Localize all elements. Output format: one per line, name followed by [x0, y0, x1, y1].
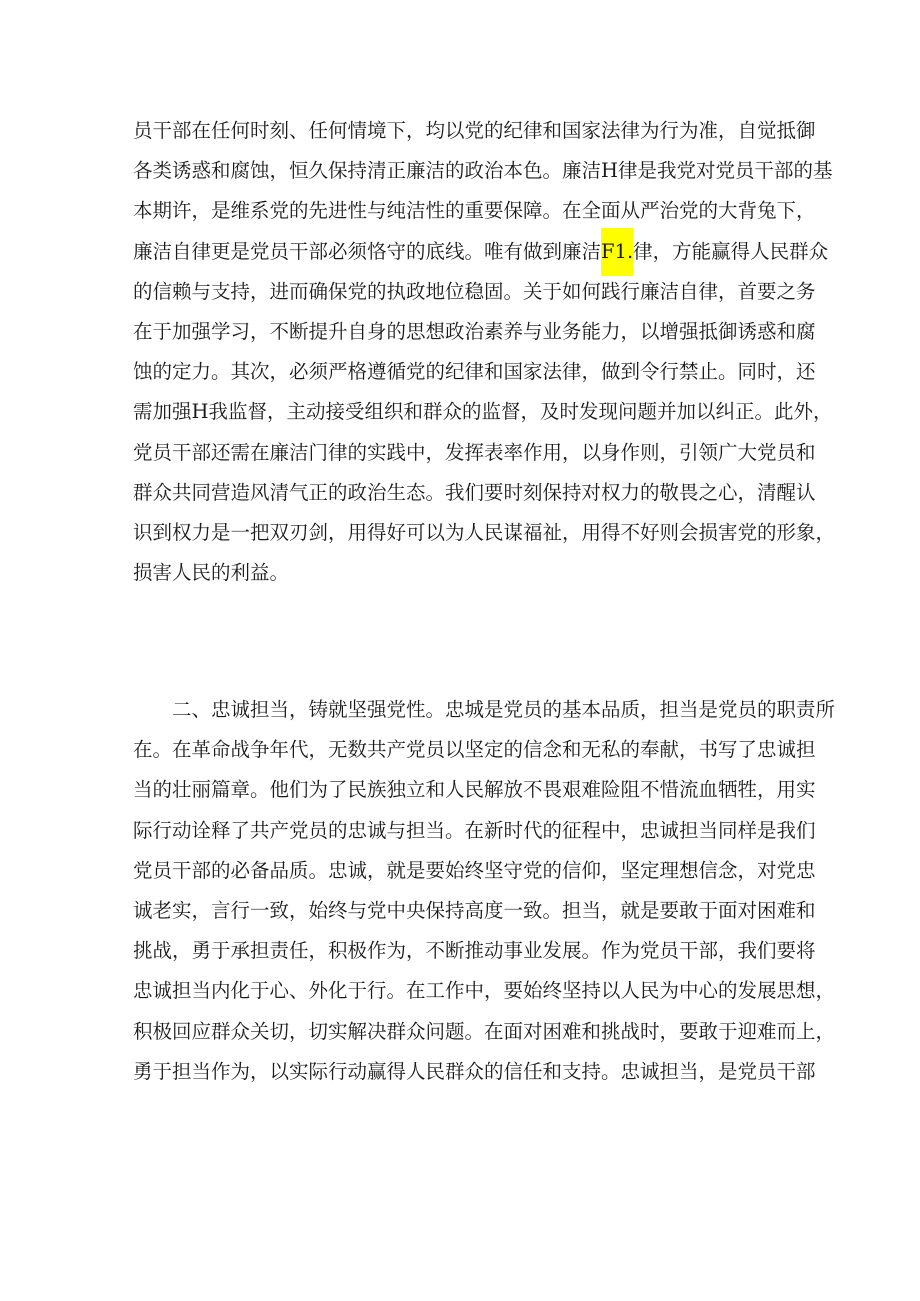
text-line: 二、忠诚担当，铸就坚强党性。忠城是党员的基本品质，担当是党员的职责所	[172, 698, 836, 721]
text-line: 员干部在任何时刻、任何情境下，均以党的纪律和国家法律为行为准，自觉抵御	[133, 119, 816, 142]
highlighted-text: F1.	[601, 228, 633, 276]
text-line: 诚老实，言行一致，始终与党中央保持高度一致。担当，就是要敢于面对困难和	[133, 898, 816, 922]
text-line: 群众共同营造风清气正的政治生态。我们要时刻保持对权力的敬畏之心，清醒认	[133, 480, 816, 504]
text-line: 各类诱惑和腐蚀，恒久保持清正廉洁的政治本色。廉洁H律是我党对党员干部的基	[133, 159, 833, 183]
text-line: 党员干部还需在廉洁门律的实践中，发挥表率作用，以身作则，引领广大党员和	[133, 440, 816, 464]
paragraph-integrity	[133, 111, 836, 593]
paragraph-loyalty	[133, 690, 836, 1092]
text-line: 蚀的定力。其次，必须严格遵循党的纪律和国家法律，做到令行禁止。同时，还	[133, 360, 816, 384]
text-line: 积极回应群众关切，切实解决群众问题。在面对困难和挑战时，要敢于迎难而上，	[133, 1019, 836, 1043]
text-line: 当的壮丽篇章。他们为了民族独立和人民解放不畏艰难险阻不惜流血牺牲，用实	[133, 778, 816, 802]
text-line: 在于加强学习，不断提升自身的思想政治素养与业务能力，以增强抵御诱惑和腐	[133, 319, 816, 343]
text-line: 识到权力是一把双刃剑，用得好可以为人民谋福祉，用得不好则会损害党的形象，	[133, 520, 836, 544]
text-line: 勇于担当作为，以实际行动赢得人民群众的信任和支持。忠诚担当，是党员干部	[133, 1059, 816, 1083]
text-line: 本期许，是维系党的先进性与纯洁性的重要保障。在全面从严治党的大背兔下，	[133, 199, 816, 223]
text-line: 忠诚担当内化于心、外化于行。在工作中，要始终坚持以人民为中心的发展思想，	[133, 979, 836, 1003]
text-line: 在。在革命战争年代，无数共产党员以坚定的信念和无私的奉献，书写了忠诚担	[133, 738, 816, 762]
text-line: 损害人民的利益。	[133, 561, 290, 585]
text-line-with-highlight	[133, 232, 829, 272]
text-segment: 廉洁自律更是党员干部必须恪守的底线。唯有做到廉洁	[133, 239, 602, 263]
text-line: 的信赖与支持，进而确保党的执政地位稳固。关于如何践行廉洁自律，首要之务	[133, 279, 816, 303]
text-line: 党员干部的必备品质。忠诚，就是要始终坚守党的信仰，坚定理想信念，对党忠	[133, 858, 816, 882]
text-line: 挑战，勇于承担责任，积极作为，不断推动事业发展。作为党员干部，我们要将	[133, 939, 816, 963]
text-line: 际行动诠释了共产党员的忠诚与担当。在新时代的征程中，忠诚担当同样是我们	[133, 818, 816, 842]
text-line: 需加强H我监督，主动接受组织和群众的监督，及时发现问题并加以纠正。此外，	[133, 400, 833, 424]
text-segment: 律，方能赢得人民群众	[633, 239, 829, 263]
